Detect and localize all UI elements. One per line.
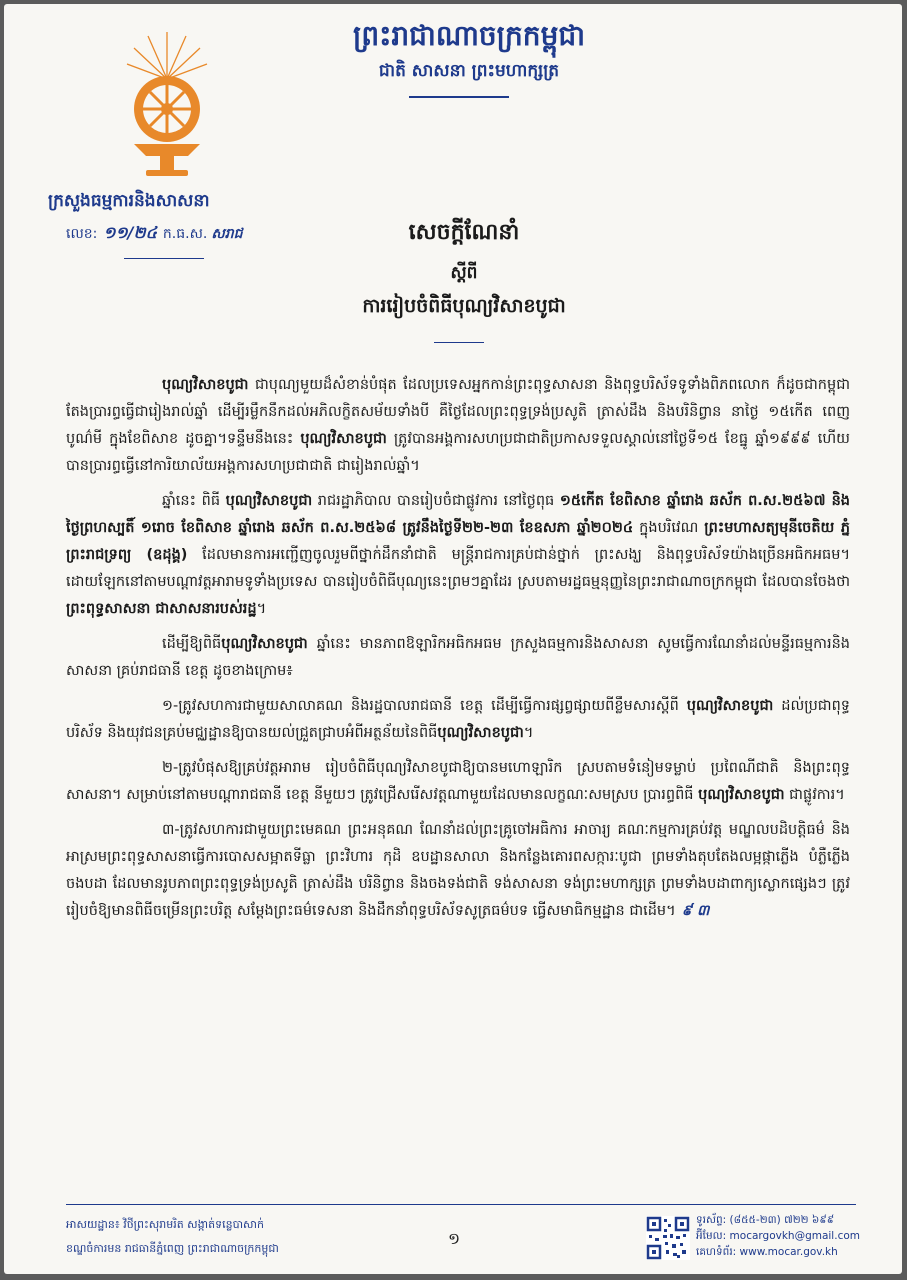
- text-run: ដល់ប្រជាពុទ្ធបរិស័ទ និងយុវជនគ្រប់មជ្ឈដ្ឋានឱ្យបានយល់ជ្រួតជ្រាបអំពីអត្ថន័យនៃពិធី: [66, 698, 851, 741]
- ministry-emblem-icon: [122, 24, 212, 184]
- text-run: ។: [523, 725, 534, 741]
- text-run: ជាផ្លូវការ។: [784, 787, 845, 803]
- ref-number: ១១/២៤: [103, 223, 157, 242]
- document-title: សេចក្តីណែនាំ: [408, 220, 520, 245]
- text-run: ៣-ត្រូវសហការជាមួយព្រះមេគណ ព្រះអនុគណ ណែនាំដល់ព្រះគ្រូចៅអធិការ អាចារ្យ គណៈកម្មការគ្រប់វត្ត មណ្ឌលបដិបត្តិធម៌ និងអាស្រមព្រះពុទ្ធសាសនាធ្វើការបោសសម្អាតទីធ្លា ព្រះវិហារ កុដិ ឧបដ្ឋានសាលា និងកន្លែងគោរពសក្ការៈបូជា ព្រមទាំងតុបតែងលម្អផ្កាភ្លើង បំភ្លឺភ្លើង ចងបដា ដែលមានរូបភាពព្រះពុទ្ធទ្រង់ប្រសូតិ ត្រាស់ដឹង បរិនិព្វាន និងចងទង់ជាតិ ទង់សាសនា ទង់ព្រះមហាក្សត្រ ព្រមទាំងបដាពាក្យស្លោកផ្សេងៗ ត្រូវរៀបចំឱ្យមានពិធីចម្រើនព្រះបរិត្ត សម្តែងព្រះធម៌ទេសនា និងដឹកនាំពុទ្ធបរិស័ទសូត្រធម៌បទ ធ្វើសមាធិកម្មដ្ឋាន ជាដើម។: [66, 822, 850, 919]
- text-run: បុណ្យវិសាខបូជា: [698, 787, 785, 803]
- footer-address-line1: អាសយដ្ឋាន៖ វិថីព្រះសុរាមរិត សង្កាត់ទន្លេបាសាក់: [66, 1218, 264, 1231]
- document-page: [4, 4, 902, 1274]
- document-body: [66, 372, 850, 933]
- page-number: ១: [447, 1229, 461, 1248]
- text-run: បុណ្យវិសាខបូជា: [300, 431, 387, 447]
- text-run: ដែលមានការអញ្ជើញចូលរួមពីថ្នាក់ដឹកនាំជាតិ មន្ត្រីរាជការគ្រប់ជាន់ថ្នាក់ ព្រះសង្ឃ និងពុទ្ធបរិស័ទយ៉ាងច្រើនអធិកអធម។ ដោយឡែកនៅតាមបណ្តាវត្តអារាមទូទាំងប្រទេស បានរៀបចំពិធីបុណ្យនេះព្រមៗគ្នាដែរ ស្របតាមរដ្ឋធម្មនុញ្ញនៃព្រះរាជាណាចក្រកម្ពុជា ដែលបានចែងថា: [66, 547, 851, 590]
- paragraph: [66, 755, 850, 809]
- footer-address-line2: ខណ្ឌចំការមន រាជធានីភ្នំពេញ ព្រះរាជាណាចក្រកម្ពុជា: [66, 1242, 279, 1255]
- ministry-name: ក្រសួងធម្មការនិងសាសនា: [48, 191, 210, 211]
- text-run: ២-ត្រូវបំផុសឱ្យគ្រប់វត្តអារាម រៀបចំពិធីបុណ្យវិសាខបូជាឱ្យបានមហោឡារិក ស្របតាមទំនៀមទម្លាប់ ប្រពៃណីជាតិ និងព្រះពុទ្ធសាសនា។ សម្រាប់នៅតាមបណ្តារាជធានី ខេត្ត នីមួយៗ ត្រូវជ្រើសរើសវត្តណាមួយដែលមានលក្ខណៈសមស្រប ប្រារព្ធពិធី: [66, 760, 850, 803]
- footer-website[interactable]: គេហទំព័រ: www.mocar.gov.kh: [696, 1246, 838, 1258]
- text-run: ១-ត្រូវសហការជាមួយសាលាគណ និងរដ្ឋបាលរាជធានី ខេត្ត ដើម្បីធ្វើការផ្សព្វផ្សាយពីខ្លឹមសារស្តីពី: [162, 698, 687, 714]
- ref-suffix: ក.ធ.ស.: [162, 226, 208, 242]
- text-run: ឆ្នាំនេះ ពិធី: [162, 493, 226, 509]
- text-run: ១៥កើត ខែពិសាខ ឆ្នាំរោង ឆស័ក ព.ស.២៥៦៧ និងថ្ងៃព្រហស្បតិ៍ ១រោច ខែពិសាខ ឆ្នាំរោង ឆស័ក ព.ស.២៥៦៨ ត្រូវនឹងថ្ងៃទី២២-២៣ ខែឧសភា ឆ្នាំ២០២៤: [66, 493, 850, 536]
- paragraph: [66, 817, 850, 925]
- paragraph: [66, 631, 850, 685]
- text-run: បុណ្យវិសាខបូជា: [437, 725, 524, 741]
- paragraph: [66, 372, 850, 480]
- text-run: បុណ្យវិសាខបូជា: [221, 636, 308, 652]
- paragraph: [66, 488, 850, 623]
- footer-divider: [66, 1204, 856, 1205]
- reference-number: [66, 222, 336, 246]
- ministry-ornament: [124, 258, 204, 259]
- footer-phone: ទូរស័ព្ទ: (៨៥៥-២៣) ៧២២ ៦៩៩: [696, 1214, 835, 1226]
- header-ornament: [409, 96, 509, 98]
- text-run: ដើម្បីឱ្យពិធី: [162, 636, 222, 652]
- text-run: ក្នុងបរិវេណ: [633, 520, 705, 536]
- text-run: រាជរដ្ឋាភិបាល បានរៀបចំជាផ្លូវការ នៅថ្ងៃពុធ: [312, 493, 560, 509]
- text-run: ត្រូវបានអង្គការសហប្រជាជាតិប្រកាសទទួលស្គាល់នៅថ្ងៃទី១៥ ខែធ្នូ ឆ្នាំ១៩៩៩ ហើយបានប្រារព្ធធ្វើនៅការិយាល័យអង្គការសហប្រជាជាតិ ជារៀងរាល់ឆ្នាំ។: [66, 431, 850, 474]
- national-motto: ជាតិ សាសនា ព្រះមហាក្សត្រ: [378, 61, 560, 81]
- text-run: ព្រះពុទ្ធសាសនា ជាសាសនារបស់រដ្ឋ: [66, 601, 257, 617]
- text-run: ឆ្នាំនេះ មានភាពឱឡារិកអធិកអធម ក្រសួងធម្មការនិងសាសនា សូមធ្វើការណែនាំដល់មន្ទីរធម្មការនិងសាសនា គ្រប់រាជធានី ខេត្ត ដូចខាងក្រោម៖: [66, 636, 850, 679]
- text-run: បុណ្យវិសាខបូជា: [225, 493, 313, 509]
- document-subtitle: ស្តីពី: [450, 263, 478, 283]
- initials-signature: ៩ ៣: [681, 903, 710, 919]
- ref-year: សរាជ: [211, 226, 243, 242]
- kingdom-title: ព្រះរាជាណាចក្រកម្ពុជា: [352, 19, 585, 52]
- footer-email[interactable]: អ៊ីមែល: mocargovkh@gmail.com: [696, 1230, 860, 1242]
- ref-label: លេខ:: [66, 226, 98, 242]
- paragraph: [66, 693, 850, 747]
- text-run: ។: [256, 601, 267, 617]
- text-run: បុណ្យវិសាខបូជា: [686, 698, 774, 714]
- text-run: ព្រះមហាសត្យមុនីចេតិយ ភ្នំព្រះរាជទ្រព្យ (ឧដុង្គ): [66, 520, 850, 563]
- document-topic: ការរៀបចំពិធីបុណ្យវិសាខបូជា: [362, 295, 566, 317]
- text-run: បុណ្យវិសាខបូជា: [162, 377, 249, 393]
- qr-code-icon: [646, 1216, 690, 1260]
- title-ornament: [434, 342, 484, 343]
- text-run: ជាបុណ្យមួយដ៏សំខាន់បំផុត ដែលប្រទេសអ្នកកាន់ព្រះពុទ្ធសាសនា និងពុទ្ធបរិស័ទទូទាំងពិភពលោក ក៏ដូចជាកម្ពុជា តែងប្រារព្ធធ្វើជារៀងរាល់ឆ្នាំ ដើម្បីរម្លឹកនឹកដល់អភិលក្ខិតសម័យទាំងបី គឺថ្ងៃដែលព្រះពុទ្ធទ្រង់ប្រសូតិ ត្រាស់ដឹង និងបរិនិព្វាន នាថ្ងៃ ១៥កើត ពេញបូណ៌មី ក្នុងខែពិសាខ ដូចគ្នា។ទន្ទឹមនឹងនេះ: [66, 377, 850, 447]
